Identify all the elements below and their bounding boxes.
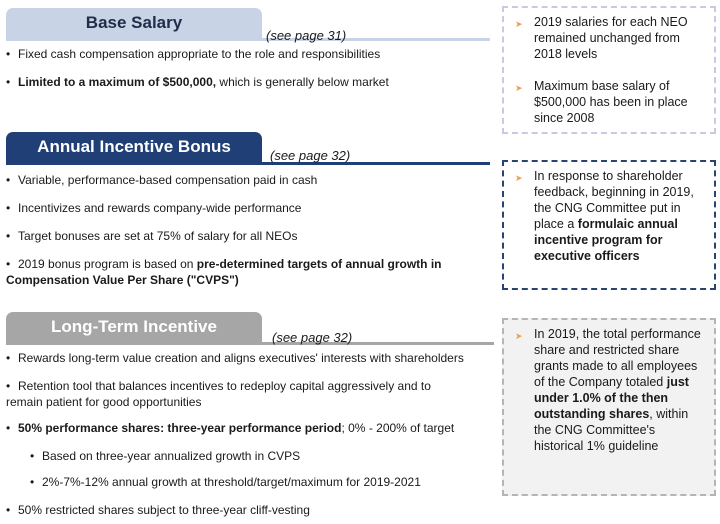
callout-text: In response to shareholder feedback, beginning in 2019, the CNG Committee put in place a formulaic annual incentive program for executive officers — [534, 169, 694, 263]
list-item: • 50% restricted shares subject to three-year cliff-vesting — [6, 503, 310, 517]
arrow-icon: ➤ — [515, 331, 523, 341]
callout-base-salary — [502, 6, 716, 134]
bullet-dot: • — [6, 47, 11, 61]
callout-long-term — [502, 318, 716, 496]
long-term-see-page: (see page 32) — [272, 330, 353, 345]
list-item: • Variable, performance-based compensation paid in cash — [6, 173, 318, 187]
list-item: • Rewards long-term value creation and aligns executives' interests with shareholders — [6, 351, 464, 365]
list-item: • Fixed cash compensation appropriate to the role and responsibilities — [6, 47, 381, 61]
list-item: • 2019 bonus program is based on pre-determined targets of annual growth in Compensation Value Per Share ("CVPS") — [6, 257, 442, 287]
list-item: • Retention tool that balances incentives to redeploy capital aggressively and to remain patient for good opportunities — [6, 379, 431, 409]
list-item: • 2%-7%-12% annual growth at threshold/target/maximum for 2019-2021 — [30, 475, 421, 489]
long-term-title: Long-Term Incentive — [51, 317, 217, 336]
callout-text: In 2019, the total performance share and restricted share grants made to all employees of the Company totaled just under 1.0% of the then outstanding shares, within the CNG Committee's historical 1% guideline — [534, 327, 701, 453]
list-item: • Incentivizes and rewards company-wide performance — [6, 201, 302, 215]
arrow-icon: ➤ — [515, 83, 523, 93]
annual-bonus-see-page: (see page 32) — [270, 148, 351, 163]
bullet-dot: • — [6, 75, 11, 89]
base-salary-see-page: (see page 31) — [266, 28, 347, 43]
list-item: • Based on three-year annualized growth in CVPS — [30, 449, 301, 463]
arrow-icon: ➤ — [515, 173, 523, 183]
callout-text: 2019 salaries for each NEO remained unchanged from 2018 levels — [534, 15, 688, 61]
arrow-icon: ➤ — [515, 19, 523, 29]
list-item: • Target bonuses are set at 75% of salary for all NEOs — [6, 229, 298, 243]
list-item: • Limited to a maximum of $500,000, which is generally below market — [6, 75, 389, 89]
base-salary-rule — [6, 38, 490, 41]
annual-bonus-rule — [6, 162, 490, 165]
callout-annual-bonus — [502, 160, 716, 290]
callout-text: Maximum base salary of $500,000 has been in place since 2008 — [534, 79, 688, 125]
list-item: • 50% performance shares: three-year performance period; 0% - 200% of target — [6, 421, 455, 435]
base-salary-title: Base Salary — [85, 13, 183, 32]
annual-bonus-tab — [6, 132, 262, 162]
long-term-tab — [6, 312, 262, 342]
long-term-rule — [6, 342, 494, 345]
base-salary-tab — [6, 8, 262, 38]
annual-bonus-title: Annual Incentive Bonus — [37, 137, 231, 156]
